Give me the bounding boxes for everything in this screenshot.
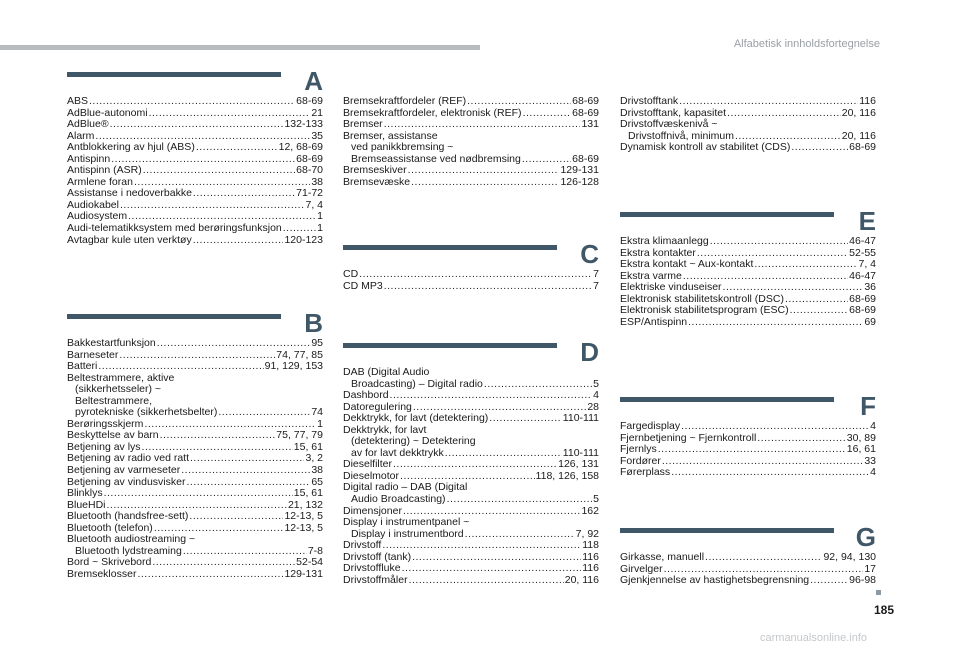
section-header bbox=[620, 522, 876, 552]
section-b bbox=[67, 308, 323, 580]
section-letter: C bbox=[580, 239, 599, 269]
dot-leader bbox=[359, 269, 592, 281]
entry-page-ref: 68-69 bbox=[849, 141, 876, 154]
index-entry bbox=[620, 282, 876, 294]
entry-page-ref: 5 bbox=[593, 377, 599, 390]
entry-page-ref: 110-111 bbox=[562, 446, 599, 459]
dot-leader bbox=[681, 421, 869, 433]
entry-term: Dimensjoner bbox=[343, 504, 402, 517]
entry-term: Avtagbar kule uten verktøy bbox=[67, 233, 192, 246]
dot-leader bbox=[382, 540, 581, 552]
index-entry bbox=[620, 444, 876, 456]
section-header bbox=[67, 66, 323, 96]
entry-term: CD bbox=[343, 268, 359, 280]
dot-leader bbox=[218, 407, 310, 419]
entry-term: Blinklys bbox=[67, 487, 103, 500]
dot-leader bbox=[523, 108, 572, 120]
entry-term: Elektriske vinduseiser bbox=[620, 281, 722, 294]
dot-leader bbox=[160, 430, 276, 442]
entry-term: Drivstoffvæskenivå ~ bbox=[620, 118, 718, 131]
index-entry bbox=[67, 569, 323, 581]
entry-page-ref: 131 bbox=[581, 118, 599, 131]
entry-page-ref: 75, 77, 79 bbox=[276, 429, 323, 442]
entry-term: Fjernbetjening ~ Fjernkontroll bbox=[620, 431, 757, 444]
entry-term: Gjenkjennelse av hastighetsbegrensning bbox=[620, 574, 810, 587]
dot-leader bbox=[104, 488, 293, 500]
index-entry bbox=[343, 96, 599, 108]
entry-page-ref: 21, 132 bbox=[287, 498, 323, 511]
entry-page-ref: 30, 89 bbox=[846, 431, 876, 444]
entry-term: Dieselfilter bbox=[343, 458, 393, 471]
entry-page-ref: 74 bbox=[311, 406, 323, 419]
entry-term: Bluetooth audiostreaming ~ bbox=[67, 533, 196, 546]
entry-term: Betjening av lys bbox=[67, 440, 141, 453]
entry-term: Ekstra kontakter bbox=[620, 246, 696, 259]
entry-page-ref: 15, 61 bbox=[293, 487, 323, 500]
dot-leader bbox=[658, 444, 846, 456]
index-entry bbox=[343, 281, 599, 293]
dot-leader bbox=[679, 96, 858, 108]
entry-page-ref: 38 bbox=[311, 175, 323, 188]
section-a bbox=[67, 66, 323, 246]
entry-term: Bakkestartfunksjon bbox=[67, 337, 156, 349]
index-entry bbox=[67, 223, 323, 235]
entry-term: Berøringsskjerm bbox=[67, 417, 144, 430]
entry-page-ref: 20, 116 bbox=[841, 129, 876, 142]
dot-leader bbox=[189, 511, 283, 523]
index-entry bbox=[343, 413, 599, 425]
header-title: Alfabetisk innholdsfortegnelse bbox=[733, 38, 880, 50]
entry-list bbox=[620, 236, 876, 328]
index-entry bbox=[620, 259, 876, 271]
section-rule bbox=[343, 343, 557, 348]
entry-page-ref: 52-55 bbox=[849, 246, 876, 259]
section-rule bbox=[620, 212, 834, 217]
dot-leader bbox=[723, 282, 864, 294]
watermark: carmanualsonline.info bbox=[760, 632, 868, 644]
dot-leader bbox=[408, 165, 560, 177]
entry-page-ref: 68-69 bbox=[849, 292, 876, 305]
entry-term: Fordører bbox=[620, 454, 661, 467]
dot-leader bbox=[412, 552, 581, 564]
entry-term: Fargedisplay bbox=[620, 420, 681, 432]
entry-page-ref: 68-69 bbox=[296, 95, 323, 107]
index-entry bbox=[620, 433, 876, 445]
entry-page-ref: 17 bbox=[864, 562, 876, 575]
entry-term: Beskyttelse av barn bbox=[67, 429, 159, 442]
dot-leader bbox=[120, 200, 305, 212]
entry-page-ref: 7 bbox=[593, 268, 599, 280]
entry-term: (sikkerhetsseler) ~ bbox=[75, 383, 162, 396]
entry-page-ref: 74, 77, 85 bbox=[276, 348, 323, 361]
section-c bbox=[343, 239, 599, 292]
top-bar bbox=[0, 45, 480, 50]
entry-term: Antispinn (ASR) bbox=[67, 164, 142, 177]
entry-page-ref: 91, 129, 153 bbox=[264, 360, 323, 373]
entry-term: Drivstoffnivå, minimum bbox=[628, 129, 734, 142]
index-entry bbox=[620, 96, 876, 108]
entry-page-ref: 118, 126, 158 bbox=[535, 469, 599, 482]
index-entry bbox=[343, 367, 599, 379]
index-entry bbox=[343, 529, 599, 541]
dot-leader bbox=[186, 477, 310, 489]
section-letter: F bbox=[860, 391, 876, 421]
entry-term: Antispinn bbox=[67, 152, 111, 165]
entry-page-ref: 16, 61 bbox=[846, 443, 876, 456]
entry-term: Dieselmotor bbox=[343, 469, 400, 482]
entry-page-ref: 7 bbox=[593, 279, 599, 292]
entry-term: Drivstofftank, kapasitet bbox=[620, 106, 727, 119]
entry-term: av for lavt dekktrykk bbox=[351, 446, 444, 459]
entry-term: Barneseter bbox=[67, 348, 119, 361]
dot-leader bbox=[791, 142, 848, 154]
entry-term: Drivstofftank bbox=[620, 95, 679, 107]
entry-term: Ekstra klimaanlegg bbox=[620, 235, 709, 247]
entry-page-ref: 12-13, 5 bbox=[284, 510, 323, 523]
entry-page-ref: 68-69 bbox=[572, 106, 599, 119]
entry-term: Drivstoff bbox=[343, 539, 382, 552]
section-rule bbox=[620, 528, 834, 533]
dot-leader bbox=[183, 546, 307, 558]
entry-page-ref: 116 bbox=[582, 550, 599, 563]
dot-leader bbox=[137, 569, 283, 581]
entry-page-ref: 46-47 bbox=[849, 235, 876, 247]
section-letter: A bbox=[304, 66, 323, 96]
dot-leader bbox=[447, 494, 593, 506]
dot-leader bbox=[810, 575, 848, 587]
section-rule bbox=[67, 72, 281, 77]
dot-leader bbox=[409, 575, 564, 587]
index-entry bbox=[620, 317, 876, 329]
entry-term: Audiokabel bbox=[67, 198, 119, 211]
entry-term: Digital radio – DAB (Digital bbox=[343, 481, 468, 494]
entry-page-ref: 129-131 bbox=[284, 567, 323, 580]
entry-page-ref: 12-13, 5 bbox=[284, 521, 323, 534]
entry-page-ref: 3, 2 bbox=[305, 452, 323, 465]
entry-page-ref: 116 bbox=[582, 562, 599, 575]
entry-page-ref: 68-69 bbox=[849, 304, 876, 317]
dot-leader bbox=[119, 350, 275, 362]
entry-term: Girvelger bbox=[620, 562, 663, 575]
entry-list bbox=[620, 552, 876, 587]
entry-term: ABS bbox=[67, 95, 89, 107]
index-entry bbox=[343, 177, 599, 189]
index-entry bbox=[67, 361, 323, 373]
dot-leader bbox=[754, 259, 857, 271]
section-d-continued bbox=[620, 96, 876, 154]
entry-term: AdBlue-autonomi bbox=[67, 106, 148, 119]
entry-page-ref: 1 bbox=[317, 210, 323, 223]
section-letter: D bbox=[580, 337, 599, 367]
index-entry bbox=[343, 269, 599, 281]
section-letter: G bbox=[855, 522, 876, 552]
entry-page-ref: 69 bbox=[864, 315, 876, 328]
dot-leader bbox=[662, 456, 863, 468]
entry-term: Elektronisk stabilitetsprogram (ESC) bbox=[620, 304, 789, 317]
entry-term: Drivstoffluke bbox=[343, 562, 401, 575]
entry-page-ref: 92, 94, 130 bbox=[823, 551, 876, 563]
entry-term: Beltestrammere, bbox=[75, 394, 153, 407]
index-entry bbox=[620, 552, 876, 564]
entry-page-ref: 21 bbox=[311, 106, 323, 119]
entry-page-ref: 68-70 bbox=[296, 164, 323, 177]
index-entry bbox=[620, 119, 876, 131]
section-header bbox=[620, 206, 876, 236]
dot-leader bbox=[152, 557, 295, 569]
entry-term: Bremseskiver bbox=[343, 164, 407, 177]
entry-list bbox=[343, 269, 599, 292]
dot-leader bbox=[110, 119, 284, 131]
entry-term: pyrotekniske (sikkerhetsbelter) bbox=[75, 406, 218, 419]
section-header bbox=[343, 239, 599, 269]
index-entry bbox=[343, 517, 599, 529]
entry-term: Fjernlys bbox=[620, 443, 657, 456]
page-number: 185 bbox=[874, 603, 895, 617]
section-e bbox=[620, 206, 876, 328]
entry-page-ref: 126, 131 bbox=[558, 458, 599, 471]
entry-page-ref: 7, 4 bbox=[858, 258, 876, 271]
section-header bbox=[620, 391, 876, 421]
entry-list bbox=[620, 96, 876, 154]
dot-leader bbox=[710, 236, 848, 248]
entry-term: Ekstra kontakt ~ Aux-kontakt bbox=[620, 258, 754, 271]
entry-term: Audio Broadcasting) bbox=[351, 493, 446, 506]
entry-term: Antblokkering av hjul (ABS) bbox=[67, 141, 195, 154]
section-rule bbox=[67, 314, 281, 319]
index-entry bbox=[67, 384, 323, 396]
entry-page-ref: 7-8 bbox=[307, 544, 323, 557]
entry-page-ref: 20, 116 bbox=[564, 573, 599, 586]
dot-leader bbox=[143, 165, 295, 177]
entry-term: Dynamisk kontroll av stabilitet (CDS) bbox=[620, 141, 791, 154]
dot-leader bbox=[196, 142, 278, 154]
index-entry bbox=[67, 142, 323, 154]
entry-term: BlueHDi bbox=[67, 498, 106, 511]
entry-term: Betjening av radio ved ratt bbox=[67, 452, 189, 465]
section-b-continued bbox=[343, 96, 599, 188]
entry-page-ref: 4 bbox=[870, 420, 876, 432]
section-letter: B bbox=[304, 308, 323, 338]
entry-term: Bremser bbox=[343, 118, 383, 131]
dot-leader bbox=[489, 413, 562, 425]
section-d bbox=[343, 337, 599, 586]
entry-term: DAB (Digital Audio bbox=[343, 366, 430, 378]
entry-page-ref: 95 bbox=[311, 337, 323, 349]
entry-term: Alarm bbox=[67, 129, 95, 142]
index-entry bbox=[343, 575, 599, 587]
entry-term: Girkasse, manuell bbox=[620, 551, 705, 563]
entry-term: Førerplass bbox=[620, 466, 671, 479]
index-entry bbox=[343, 494, 599, 506]
entry-page-ref: 46-47 bbox=[849, 269, 876, 282]
index-entry bbox=[67, 465, 323, 477]
section-header bbox=[67, 308, 323, 338]
entry-term: Bremsekraftfordeler, elektronisk (REF) bbox=[343, 106, 522, 119]
entry-term: CD MP3 bbox=[343, 279, 383, 292]
entry-page-ref: 7, 92 bbox=[575, 527, 599, 540]
entry-page-ref: 7, 4 bbox=[305, 198, 323, 211]
entry-page-ref: 132-133 bbox=[284, 118, 323, 131]
entry-term: ved panikkbremsing ~ bbox=[351, 141, 454, 154]
entry-term: Elektronisk stabilitetskontroll (DSC) bbox=[620, 292, 784, 305]
entry-page-ref: 116 bbox=[859, 95, 876, 107]
entry-term: Batteri bbox=[67, 360, 98, 373]
entry-term: Bluetooth (handsfree-sett) bbox=[67, 510, 189, 523]
page-marker bbox=[876, 590, 881, 595]
section-rule bbox=[343, 245, 557, 250]
entry-term: Beltestrammere, aktive bbox=[67, 371, 175, 384]
entry-term: (detektering) ~ Detektering bbox=[351, 435, 476, 448]
dot-leader bbox=[671, 467, 869, 479]
entry-page-ref: 52-54 bbox=[296, 556, 323, 569]
index-entry bbox=[67, 488, 323, 500]
index-entry bbox=[343, 390, 599, 402]
dot-leader bbox=[688, 317, 863, 329]
dot-leader bbox=[484, 379, 592, 391]
entry-term: Betjening av vindusvisker bbox=[67, 475, 186, 488]
dot-leader bbox=[181, 465, 310, 477]
entry-term: Drivstoffmåler bbox=[343, 573, 408, 586]
index-entry bbox=[620, 236, 876, 248]
index-entry bbox=[67, 235, 323, 247]
entry-term: Datoregulering bbox=[343, 400, 412, 413]
entry-term: Bremsekraftfordeler (REF) bbox=[343, 95, 467, 107]
entry-term: Audi-telematikksystem med berøringsfunksjon bbox=[67, 222, 282, 235]
section-header bbox=[343, 337, 599, 367]
entry-page-ref: 1 bbox=[317, 417, 323, 430]
entry-page-ref: 15, 61 bbox=[293, 440, 323, 453]
dot-leader bbox=[89, 96, 295, 108]
entry-page-ref: 33 bbox=[864, 454, 876, 467]
entry-page-ref: 118 bbox=[582, 539, 599, 552]
entry-page-ref: 1 bbox=[317, 222, 323, 235]
dot-leader bbox=[283, 223, 316, 235]
entry-page-ref: 65 bbox=[311, 475, 323, 488]
entry-page-ref: 71-72 bbox=[296, 187, 323, 200]
entry-list bbox=[67, 96, 323, 246]
entry-page-ref: 38 bbox=[311, 464, 323, 477]
dot-leader bbox=[785, 294, 848, 306]
dot-leader bbox=[445, 448, 562, 460]
entry-page-ref: 5 bbox=[593, 493, 599, 506]
entry-term: ESP/Antispinn bbox=[620, 315, 688, 328]
entry-page-ref: 12, 68-69 bbox=[278, 141, 323, 154]
entry-page-ref: 68-69 bbox=[572, 95, 599, 107]
dot-leader bbox=[411, 177, 559, 189]
entry-list bbox=[343, 96, 599, 188]
section-letter: E bbox=[858, 206, 876, 236]
entry-page-ref: 129-131 bbox=[560, 164, 599, 177]
entry-term: Bluetooth (telefon) bbox=[67, 521, 153, 534]
dot-leader bbox=[727, 108, 841, 120]
section-g bbox=[620, 522, 876, 587]
index-entry bbox=[67, 96, 323, 108]
index-entry bbox=[67, 119, 323, 131]
dot-leader bbox=[390, 390, 593, 402]
dot-leader bbox=[402, 563, 582, 575]
index-entry bbox=[343, 119, 599, 131]
entry-page-ref: 162 bbox=[581, 504, 599, 517]
dot-leader bbox=[705, 552, 822, 564]
entry-term: Drivstoff (tank) bbox=[343, 550, 412, 563]
entry-term: Dekktrykk, for lavt (detektering) bbox=[343, 412, 489, 425]
entry-term: Bremsevæske bbox=[343, 175, 411, 188]
index-entry bbox=[67, 338, 323, 350]
entry-term: Armlene foran bbox=[67, 175, 133, 188]
entry-page-ref: 36 bbox=[864, 281, 876, 294]
entry-list bbox=[620, 421, 876, 479]
entry-page-ref: 126-128 bbox=[560, 175, 599, 188]
entry-page-ref: 120-123 bbox=[284, 233, 323, 246]
entry-list bbox=[343, 367, 599, 586]
dot-leader bbox=[790, 305, 849, 317]
entry-page-ref: 110-111 bbox=[562, 412, 599, 425]
entry-page-ref: 20, 116 bbox=[841, 106, 876, 119]
entry-term: Dashbord bbox=[343, 389, 389, 402]
dot-leader bbox=[384, 119, 581, 131]
entry-page-ref: 35 bbox=[311, 129, 323, 142]
dot-leader bbox=[393, 459, 557, 471]
dot-leader bbox=[98, 361, 263, 373]
entry-term: Bremser, assistanse bbox=[343, 129, 438, 142]
entry-term: Betjening av varmeseter bbox=[67, 464, 181, 477]
entry-term: Display i instrumentbord bbox=[351, 527, 464, 540]
section-f bbox=[620, 391, 876, 479]
index-entry bbox=[620, 142, 876, 154]
index-entry bbox=[620, 467, 876, 479]
entry-page-ref: 68-69 bbox=[296, 152, 323, 165]
entry-term: Display i instrumentpanel ~ bbox=[343, 516, 470, 529]
entry-page-ref: 28 bbox=[587, 400, 599, 413]
entry-term: Assistanse i nedoverbakke bbox=[67, 187, 192, 200]
entry-term: Bremseassistanse ved nødbremsing bbox=[351, 152, 521, 165]
entry-term: Bremseklosser bbox=[67, 567, 137, 580]
index-entry bbox=[620, 421, 876, 433]
dot-leader bbox=[157, 338, 311, 350]
section-rule bbox=[620, 397, 834, 402]
index-entry bbox=[343, 142, 599, 154]
entry-term: Ekstra varme bbox=[620, 269, 682, 282]
entry-list bbox=[67, 338, 323, 580]
entry-page-ref: 4 bbox=[870, 466, 876, 479]
entry-term: Dekktrykk, for lavt bbox=[343, 423, 427, 436]
entry-term: Bord ~ Skrivebord bbox=[67, 556, 152, 569]
entry-term: Broadcasting) – Digital radio bbox=[351, 377, 483, 390]
dot-leader bbox=[467, 96, 571, 108]
dot-leader bbox=[465, 529, 575, 541]
dot-leader bbox=[757, 433, 846, 445]
dot-leader bbox=[384, 281, 592, 293]
entry-term: Audiosystem bbox=[67, 210, 128, 223]
entry-page-ref: 68-69 bbox=[572, 152, 599, 165]
dot-leader bbox=[193, 235, 284, 247]
entry-page-ref: 96-98 bbox=[849, 574, 876, 587]
dot-leader bbox=[190, 453, 304, 465]
index-entry bbox=[67, 477, 323, 489]
entry-page-ref: 4 bbox=[593, 389, 599, 402]
index-entry bbox=[620, 575, 876, 587]
entry-term: AdBlue® bbox=[67, 118, 109, 131]
dot-leader bbox=[193, 188, 295, 200]
entry-term: Bluetooth lydstreaming bbox=[75, 544, 182, 557]
